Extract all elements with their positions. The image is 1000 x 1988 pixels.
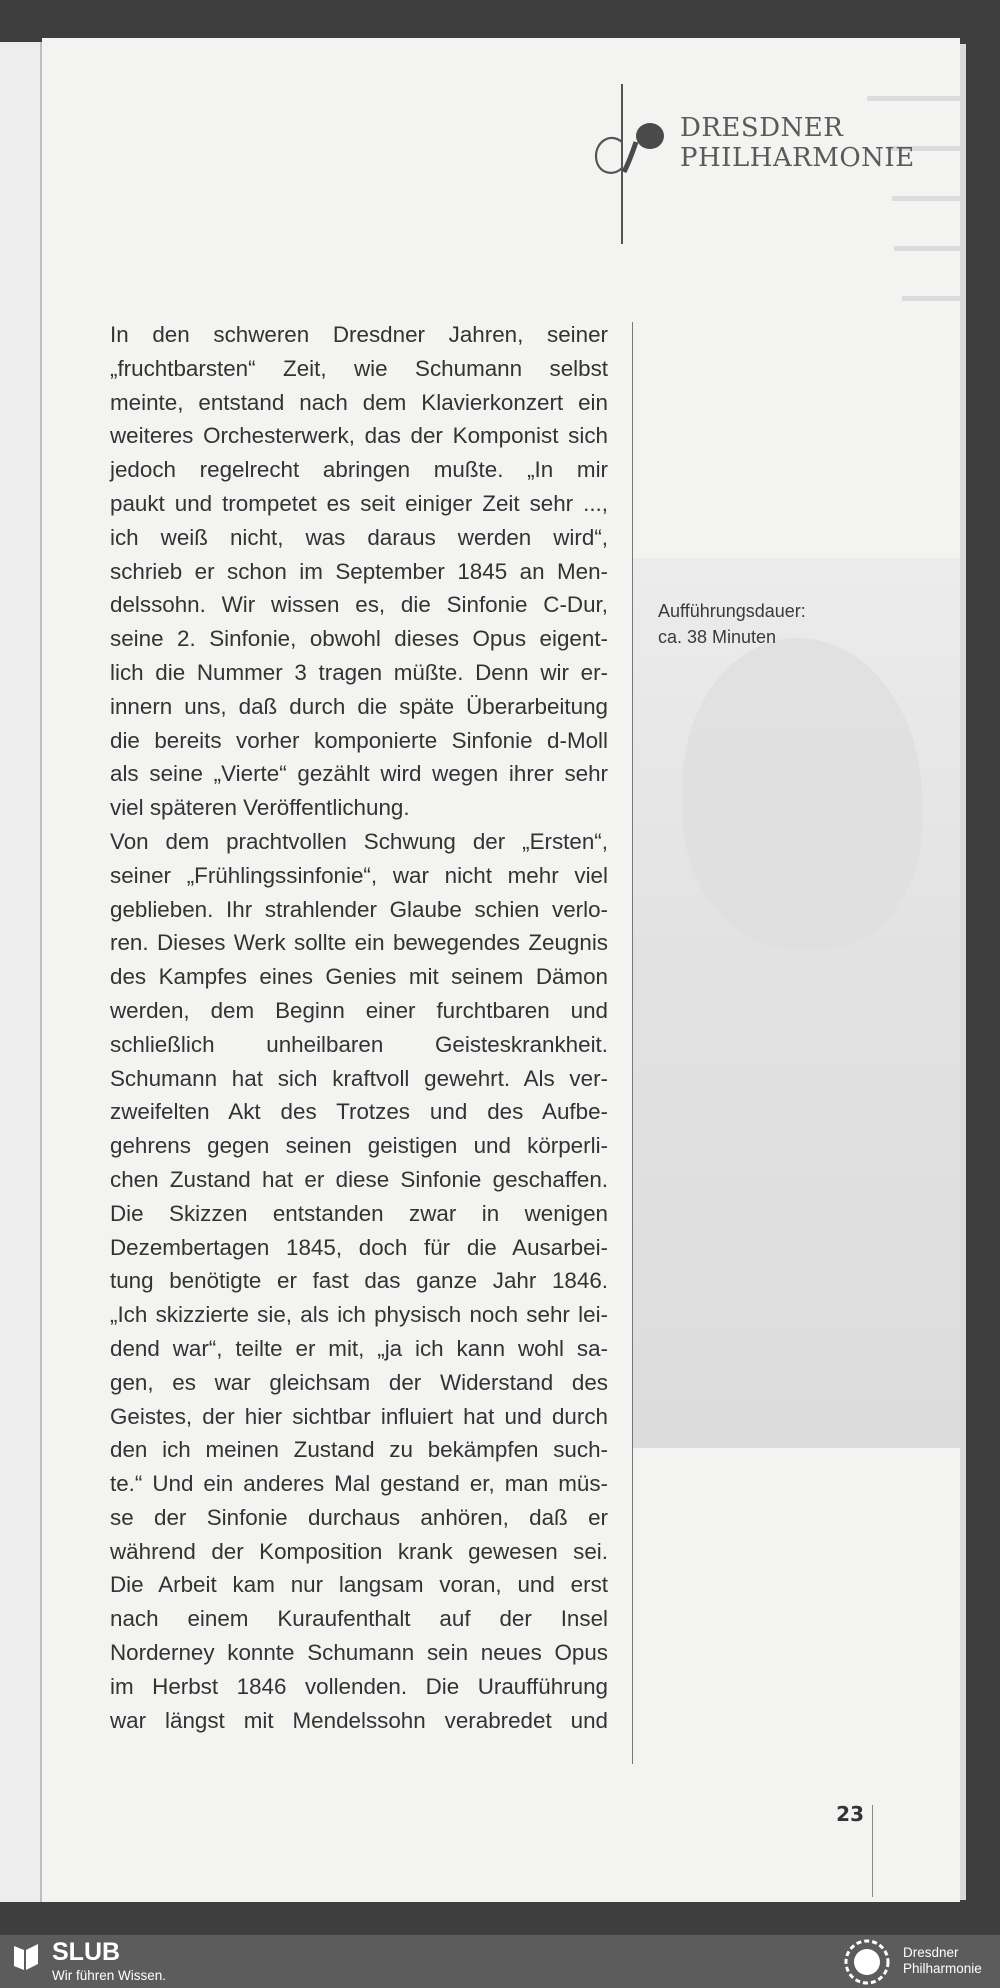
body-line: Die Skizzen entstanden zwar in wenigen: [110, 1200, 608, 1226]
body-line: gehrens gegen seinen geistigen und körperli-: [110, 1133, 608, 1159]
brand-line-1: DRESDNER: [680, 113, 844, 143]
body-line: lich die Nummer 3 tragen müßte. Denn wir er-: [110, 659, 608, 685]
duration-value: ca. 38 Minuten: [658, 627, 777, 647]
body-line: Dezembertagen 1845, doch für die Ausarbei-: [110, 1234, 608, 1260]
body-line: jedoch regelrecht abringen mußte. „In mir: [110, 457, 608, 483]
body-line: gen, es war gleichsam der Widerstand des: [110, 1369, 608, 1395]
page-number-rule: [872, 1805, 873, 1897]
edge-mark: [867, 96, 960, 101]
slub-tagline: Wir führen Wissen.: [52, 1968, 167, 1983]
body-line: meinte, entstand nach dem Klavierkonzert ein: [110, 389, 608, 415]
body-line: ich weiß nicht, was daraus werden wird“,: [110, 524, 608, 550]
duration-label: Aufführungsdauer:: [658, 601, 806, 621]
slub-logo-text: SLUB: [52, 1938, 121, 1966]
body-line: während der Komposition krank gewesen sei.: [110, 1538, 608, 1564]
body-line: als seine „Vierte“ gezählt wird wegen ihrer sehr: [110, 761, 608, 787]
column-divider: [632, 322, 633, 1764]
partner-line-1: Dresdner: [903, 1945, 959, 1960]
article-body: [110, 318, 608, 1737]
body-line: „Ich skizzierte sie, als ich physisch noch sehr lei-: [110, 1302, 608, 1328]
body-line: weiteres Orchesterwerk, das der Komponist sich: [110, 423, 608, 449]
body-line: dend war“, teilte er mit, „ja ich kann wohl sa-: [110, 1335, 608, 1361]
body-line: seine 2. Sinfonie, obwohl dieses Opus eigent-: [110, 626, 608, 652]
body-line: werden, dem Beginn einer furchtbaren und: [110, 997, 608, 1023]
body-line: se der Sinfonie durchaus anhören, daß er: [110, 1504, 608, 1530]
body-line: Von dem prachtvollen Schwung der „Ersten“,: [110, 828, 608, 854]
body-line: des Kampfes eines Genies mit seinem Dämon: [110, 964, 608, 990]
body-line: paukt und trompetet es seit einiger Zeit sehr ...,: [110, 490, 608, 516]
body-line: im Herbst 1846 vollenden. Die Uraufführung: [110, 1673, 608, 1699]
body-line: „fruchtbarsten“ Zeit, wie Schumann selbst: [110, 355, 608, 381]
page-edge: [960, 44, 966, 1900]
body-line: Geistes, der hier sichtbar influiert hat und durch: [110, 1403, 608, 1429]
body-line: nach einem Kuraufenthalt auf der Insel: [110, 1606, 608, 1632]
body-line: schließlich unheilbaren Geisteskrankheit.: [110, 1031, 608, 1057]
body-line: seiner „Frühlingssinfonie“, war nicht mehr viel: [110, 862, 608, 888]
page-number: 23: [836, 1802, 864, 1826]
brand-name: [680, 113, 915, 173]
edge-mark: [902, 296, 960, 301]
body-line: geblieben. Ihr strahlender Glaube schien verlo-: [110, 896, 608, 922]
slub-book-icon: [12, 1942, 40, 1972]
body-line: In den schweren Dresdner Jahren, seiner: [110, 322, 608, 347]
body-line: schrieb er schon im September 1845 an Men-: [110, 558, 608, 584]
body-line: Norderney konnte Schumann sein neues Opus: [110, 1640, 608, 1666]
body-line: den ich meinen Zustand zu bekämpfen such-: [110, 1437, 608, 1463]
duration-note: [658, 598, 806, 650]
partner-name: [903, 1945, 982, 1977]
philharmonie-emblem-icon: [842, 1938, 892, 1986]
body-line: Die Arbeit kam nur langsam voran, und erst: [110, 1572, 608, 1598]
body-line: war längst mit Mendelssohn verabredet und: [110, 1707, 608, 1733]
body-line: innern uns, daß durch die späte Überarbeitung: [110, 693, 608, 719]
edge-mark: [892, 196, 960, 201]
body-line: die bereits vorher komponierte Sinfonie d-Moll: [110, 727, 608, 753]
body-line: ren. Dieses Werk sollte ein bewegendes Zeugnis: [110, 930, 608, 956]
brand-line-2: PHILHARMONIE: [680, 143, 915, 173]
body-line: delssohn. Wir wissen es, die Sinfonie C-Dur,: [110, 592, 608, 618]
viewer-footer: [0, 1935, 1000, 1988]
body-line: chen Zustand hat er diese Sinfonie geschaffen.: [110, 1166, 608, 1192]
edge-mark: [894, 246, 960, 251]
body-line: te.“ Und ein anderes Mal gestand er, man müs-: [110, 1471, 608, 1497]
body-line: viel späteren Veröffentlichung.: [110, 795, 410, 821]
facing-page-edge: [0, 42, 42, 1902]
philharmonie-logo-icon: [588, 80, 672, 248]
partner-line-2: Philharmonie: [903, 1961, 982, 1976]
body-line: Schumann hat sich kraftvoll gewehrt. Als ver-: [110, 1065, 608, 1091]
body-line: zweifelten Akt des Trotzes und des Aufbe-: [110, 1099, 608, 1125]
body-line: tung benötigte er fast das ganze Jahr 1846.: [110, 1268, 608, 1294]
